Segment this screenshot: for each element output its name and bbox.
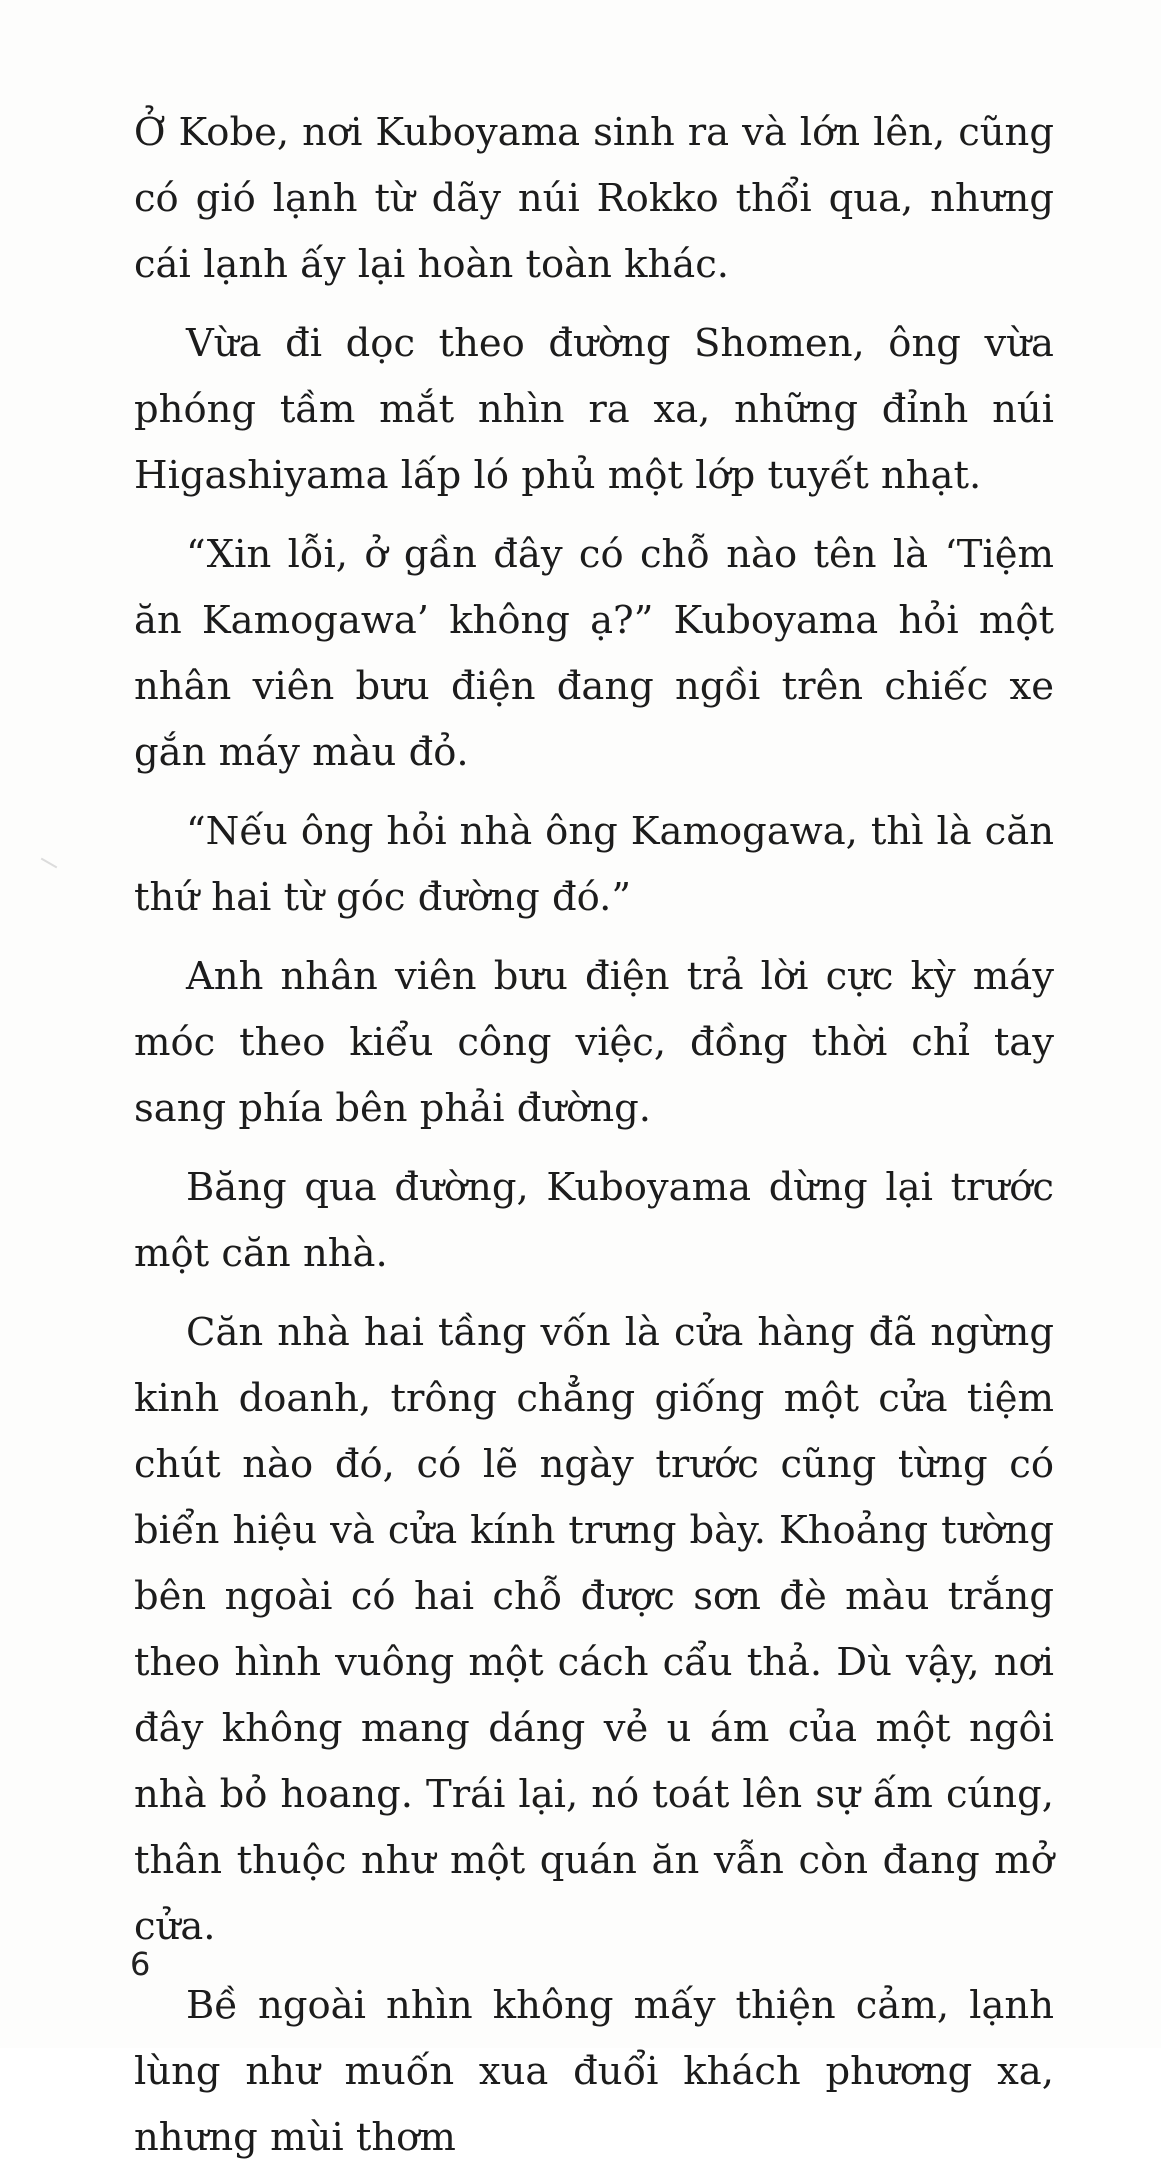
- paragraph-4: “Nếu ông hỏi nhà ông Kamogawa, thì là căn thứ hai từ góc đường đó.”: [134, 809, 1054, 920]
- paragraph-8: Bề ngoài nhìn không mấy thiện cảm, lạnh lùng như muốn xua đuổi khách phương xa, nhưng mùi thơm: [134, 1983, 1054, 2160]
- paragraph-6: Băng qua đường, Kuboyama dừng lại trước một căn nhà.: [134, 1165, 1054, 1276]
- paragraph-2: Vừa đi dọc theo đường Shomen, ông vừa phóng tầm mắt nhìn ra xa, những đỉnh núi Higashiyama lấp ló phủ một lớp tuyết nhạt.: [134, 321, 1054, 498]
- paragraph-3: “Xin lỗi, ở gần đây có chỗ nào tên là ‘Tiệm ăn Kamogawa’ không ạ?” Kuboyama hỏi một nhân viên bưu điện đang ngồi trên chiếc xe gắn máy màu đỏ.: [134, 532, 1054, 775]
- body-text: [134, 100, 1054, 2184]
- scan-mark: [41, 858, 58, 869]
- paragraph-5: Anh nhân viên bưu điện trả lời cực kỳ máy móc theo kiểu công việc, đồng thời chỉ tay sang phía bên phải đường.: [134, 954, 1054, 1131]
- paragraph-7: Căn nhà hai tầng vốn là cửa hàng đã ngừng kinh doanh, trông chẳng giống một cửa tiệm chút nào đó, có lẽ ngày trước cũng từng có biển hiệu và cửa kính trưng bày. Khoảng tường bên ngoài có hai chỗ được sơn đè màu trắng theo hình vuông một cách cẩu thả. Dù vậy, nơi đây không mang dáng vẻ u ám của một ngôi nhà bỏ hoang. Trái lại, nó toát lên sự ấm cúng, thân thuộc như một quán ăn vẫn còn đang mở cửa.: [134, 1310, 1054, 1949]
- page-number: 6: [130, 1945, 151, 1983]
- paragraph-1: Ở Kobe, nơi Kuboyama sinh ra và lớn lên, cũng có gió lạnh từ dãy núi Rokko thổi qua, nhưng cái lạnh ấy lại hoàn toàn khác.: [134, 110, 1054, 287]
